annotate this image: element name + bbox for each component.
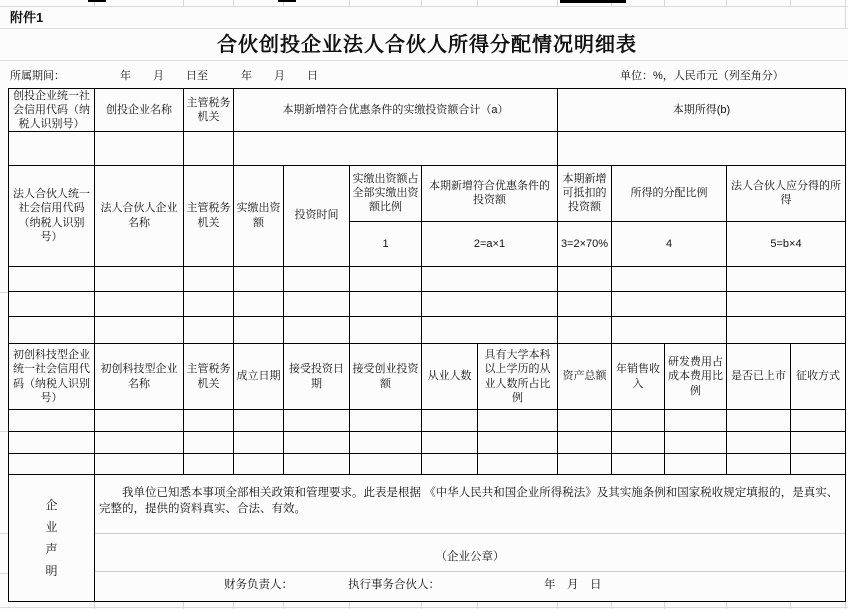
declaration-body [95,475,846,602]
grid-tick [349,0,350,6]
data-cell[interactable] [350,454,422,475]
grid-tick [421,0,422,6]
divider [95,533,845,534]
data-cell[interactable] [184,317,234,344]
data-cell[interactable] [184,132,234,166]
header-cell: 主管税务机关 [184,165,234,267]
data-cell[interactable] [350,410,422,432]
data-cell[interactable] [284,410,350,432]
partner-table [8,165,846,344]
grid-line [0,607,848,608]
declaration-text: 我单位已知悉本事项全部相关政策和管理要求。此表是根据 《中华人民共和国企业所得税法》及其实施条例和国家税收规定填报的，是真实、完整的，提供的资料真实、合法、有效。 [99,487,839,515]
grid-tick [233,0,234,6]
data-cell[interactable] [284,267,350,292]
data-cell[interactable] [184,410,234,432]
grid-tick [0,431,8,432]
data-cell[interactable] [727,267,846,292]
data-cell[interactable] [350,267,422,292]
data-cell[interactable] [791,432,846,454]
data-cell[interactable] [727,432,791,454]
grid-tick [477,602,478,609]
data-cell[interactable] [95,410,184,432]
data-cell[interactable] [9,432,95,454]
data-cell[interactable] [612,317,727,344]
header-cell: 成立日期 [234,344,284,410]
grid-tick [0,292,8,293]
data-cell[interactable] [95,454,184,475]
declaration-section [8,475,846,602]
data-cell[interactable] [284,432,350,454]
data-cell[interactable] [234,432,284,454]
header-cell: 所得的分配比例 [612,165,727,222]
data-cell[interactable] [612,410,665,432]
data-cell[interactable] [9,267,95,292]
data-cell[interactable] [727,292,846,317]
data-cell[interactable] [558,292,612,317]
data-cell[interactable] [95,432,184,454]
grid-tick [557,0,558,6]
data-cell[interactable] [612,292,727,317]
data-cell[interactable] [234,317,284,344]
header-cell: 实缴出资额占全部实缴出资额比例 [350,165,422,222]
grid-tick [421,602,422,609]
header-cell: 实缴出资额 [234,165,284,267]
header-cell: 投资时间 [284,165,350,267]
header-cell: 是否已上市 [727,344,791,410]
grid-tick [283,602,284,609]
grid-tick [94,602,95,609]
vc-enterprise-table [8,88,846,166]
data-cell[interactable] [558,432,612,454]
seal-label: （企业公章） [435,551,505,563]
data-cell[interactable] [184,267,234,292]
header-cell: 征收方式 [791,344,846,410]
data-cell[interactable] [422,410,478,432]
grid-tick [664,0,665,6]
header-cell: 本期新增符合优惠条件的实缴投资额合计（a） [234,89,558,132]
data-cell[interactable] [791,454,846,475]
grid-tick [0,573,8,574]
data-cell[interactable] [95,317,184,344]
header-cell: 具有大学本科以上学历的从业人数所占比例 [478,344,558,410]
header-cell: 法人合伙人企业名称 [95,165,184,267]
data-cell[interactable] [95,132,184,166]
header-cell: 研发费用占成本费用比例 [665,344,727,410]
declaration-label: 企业声明 [9,475,95,602]
data-cell[interactable] [558,132,846,166]
cropped-border [278,0,296,2]
grid-line [0,60,848,61]
data-cell[interactable] [184,454,234,475]
data-cell[interactable] [727,410,791,432]
data-cell[interactable] [9,292,95,317]
data-cell[interactable] [612,432,665,454]
header-cell: 资产总额 [558,344,612,410]
grid-tick [233,602,234,609]
divider [95,571,845,572]
data-cell[interactable] [665,410,727,432]
grid-tick [557,602,558,609]
header-cell: 本期所得(b) [558,89,846,132]
grid-tick [477,0,478,6]
data-cell[interactable] [665,432,727,454]
data-cell[interactable] [95,292,184,317]
formula-cell: 1 [350,222,422,267]
grid-tick [845,602,846,609]
header-cell: 创投企业统一社会信用代码（纳税人识别号） [9,89,95,132]
data-cell[interactable] [558,410,612,432]
header-cell: 初创科技型企业统一社会信用代码（纳税人识别号） [9,344,95,410]
header-cell: 接受投资日期 [284,344,350,410]
data-cell[interactable] [612,267,727,292]
data-cell[interactable] [234,410,284,432]
data-cell[interactable] [791,410,846,432]
period-value[interactable]: 年 月 日至 年 月 日 [120,70,318,82]
data-cell[interactable] [9,317,95,344]
header-cell: 法人合伙人统一社会信用代码（纳税人识别号） [9,165,95,267]
data-cell[interactable] [558,317,612,344]
grid-tick [183,0,184,6]
data-cell[interactable] [422,317,558,344]
attachment-label: 附件1 [10,10,44,25]
data-cell[interactable] [558,267,612,292]
grid-tick [349,602,350,609]
grid-tick [726,0,727,6]
header-cell: 主管税务机关 [184,344,234,410]
data-cell[interactable] [9,454,95,475]
data-cell[interactable] [422,267,558,292]
cropped-border [560,0,626,3]
grid-tick [664,602,665,609]
formula-cell: 3=2×70% [558,222,612,267]
data-cell[interactable] [234,292,284,317]
data-cell[interactable] [350,292,422,317]
data-cell[interactable] [234,454,284,475]
data-cell[interactable] [422,454,478,475]
data-cell[interactable] [284,454,350,475]
header-cell: 本期新增符合优惠条件的投资额 [422,165,558,222]
header-cell: 主管税务机关 [184,89,234,132]
data-cell[interactable] [478,410,558,432]
managing-partner-label[interactable]: 执行事务合伙人： [348,579,440,591]
startup-table [8,344,846,475]
data-cell[interactable] [284,292,350,317]
data-cell[interactable] [727,454,791,475]
grid-tick [183,602,184,609]
data-cell[interactable] [558,454,612,475]
date-label[interactable]: 年 月 日 [544,579,602,591]
data-cell[interactable] [95,267,184,292]
data-cell[interactable] [9,410,95,432]
header-cell: 从业人数 [422,344,478,410]
data-cell[interactable] [184,292,234,317]
header-cell: 本期新增可抵扣的投资额 [558,165,612,222]
unit-note: 单位：%，人民币元（列至角分） [620,70,784,82]
data-cell[interactable] [184,432,234,454]
data-cell[interactable] [665,454,727,475]
grid-tick [0,533,8,534]
data-cell[interactable] [612,454,665,475]
data-cell[interactable] [234,267,284,292]
grid-tick [726,602,727,609]
data-cell[interactable] [478,432,558,454]
data-cell[interactable] [727,317,846,344]
header-cell: 接受创业投资额 [350,344,422,410]
data-cell[interactable] [9,132,95,166]
header-cell: 初创科技型企业名称 [95,344,184,410]
period-label: 所属期间： [10,70,65,82]
header-cell: 创投企业名称 [95,89,184,132]
grid-tick [611,602,612,609]
grid-tick [790,0,791,6]
formula-cell: 2=a×1 [422,222,558,267]
data-cell[interactable] [284,317,350,344]
data-cell[interactable] [350,432,422,454]
formula-cell: 5=b×4 [727,222,846,267]
form-title: 合伙创投企业法人合伙人所得分配情况明细表 [217,34,637,56]
header-cell: 法人合伙人应分得的所得 [727,165,846,222]
header-cell: 年销售收入 [612,344,665,410]
grid-tick [845,0,846,28]
grid-tick [790,602,791,609]
cfo-label[interactable]: 财务负责人： [224,579,293,591]
grid-line [0,6,848,7]
data-cell[interactable] [422,432,478,454]
cropped-border [88,0,106,2]
data-cell[interactable] [478,454,558,475]
formula-cell: 4 [612,222,727,267]
data-cell[interactable] [234,132,558,166]
data-cell[interactable] [422,292,558,317]
data-cell[interactable] [350,317,422,344]
